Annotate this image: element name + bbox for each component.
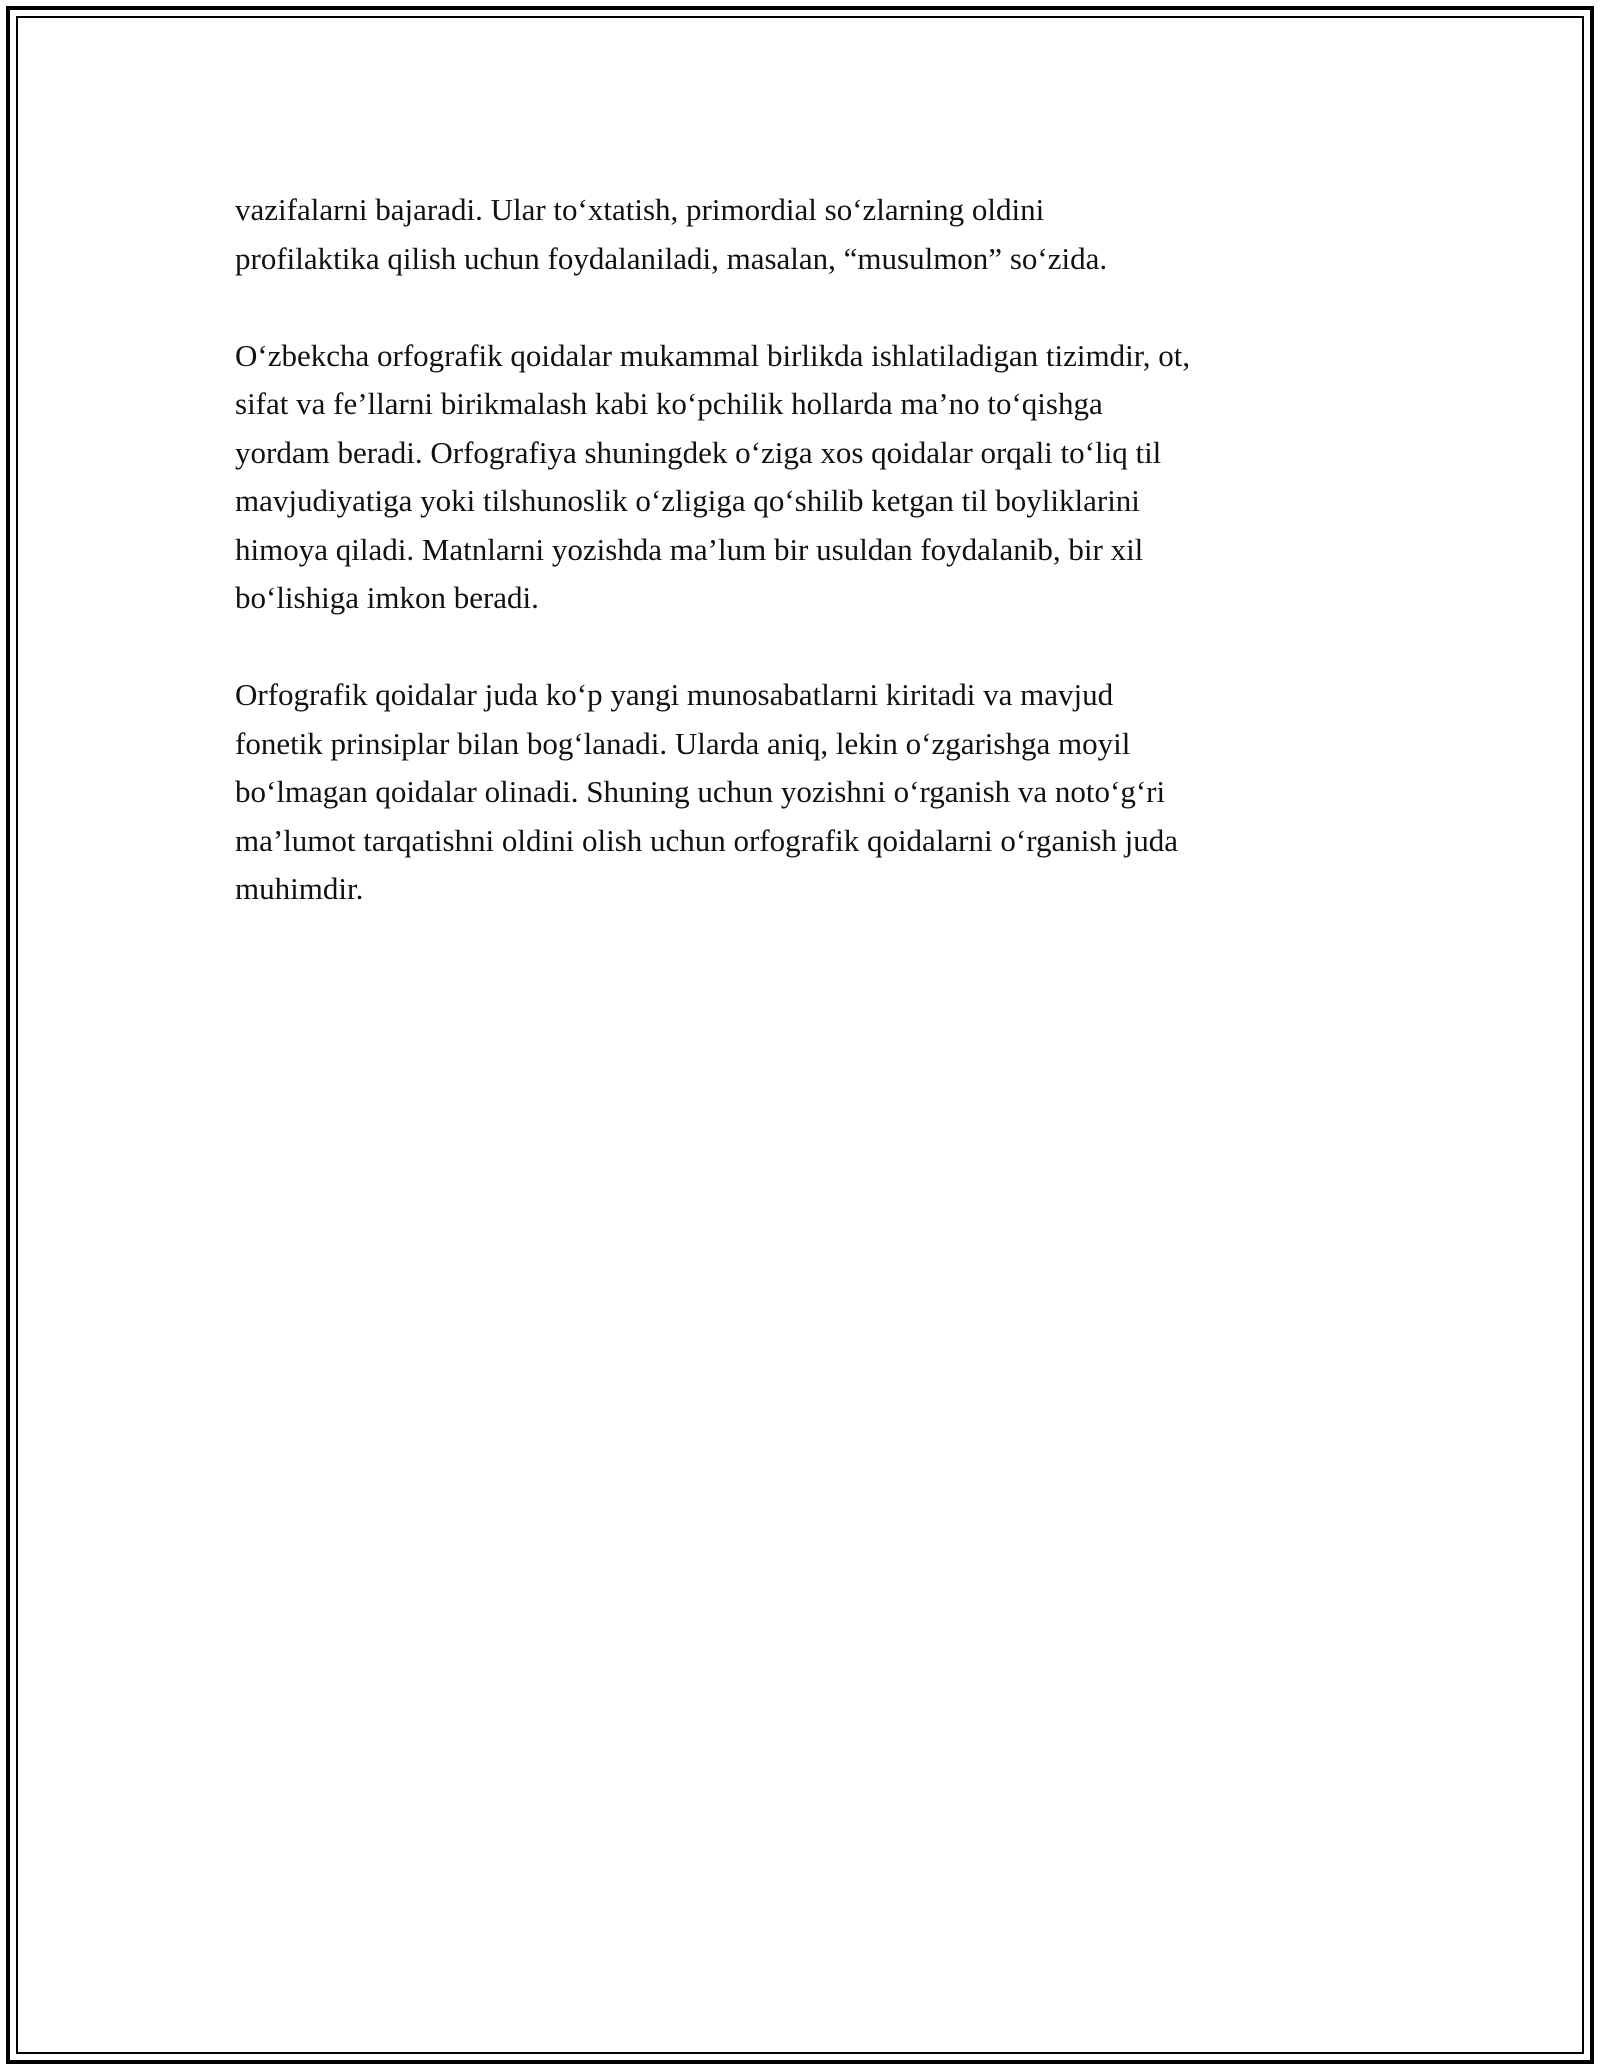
text-line: profilaktika qilish uchun foydalaniladi, masalan, “musulmon” so‘zida. — [235, 240, 1108, 276]
document-body — [235, 186, 1395, 962]
text-line: bo‘lishiga imkon beradi. — [235, 580, 539, 615]
text-line: vazifalarni bajaradi. Ular to‘xtatish, primordial so‘zlarning oldini — [235, 192, 1045, 227]
paragraph-2 — [235, 332, 1395, 623]
text-line: Orfografik qoidalar juda ko‘p yangi munosabatlarni kiritadi va mavjud — [235, 677, 1114, 712]
paragraph-3 — [235, 671, 1395, 914]
text-line: yordam beradi. Orfografiya shuningdek o‘ziga xos qoidalar orqali to‘liq til — [235, 434, 1162, 470]
text-line: sifat va fe’llarni birikmalash kabi ko‘pchilik hollarda ma’no to‘qishga — [235, 386, 1103, 421]
text-line: O‘zbekcha orfografik qoidalar mukammal birlikda ishlatiladigan tizimdir, ot, — [235, 337, 1191, 373]
paragraph-1 — [235, 186, 1395, 283]
text-line: bo‘lmagan qoidalar olinadi. Shuning uchun yozishni o‘rganish va noto‘g‘ri — [235, 774, 1166, 809]
text-line: mavjudiyatiga yoki tilshunoslik o‘zligiga qo‘shilib ketgan til boyliklarini — [235, 483, 1140, 518]
text-line: ma’lumot tarqatishni oldini olish uchun orfografik qoidalarni o‘rganish juda — [235, 822, 1179, 858]
text-line: muhimdir. — [235, 871, 364, 906]
text-line: fonetik prinsiplar bilan bog‘lanadi. Ularda aniq, lekin o‘zgarishga moyil — [235, 725, 1131, 761]
text-line: himoya qiladi. Matnlarni yozishda ma’lum bir usuldan foydalanib, bir xil — [235, 531, 1144, 567]
